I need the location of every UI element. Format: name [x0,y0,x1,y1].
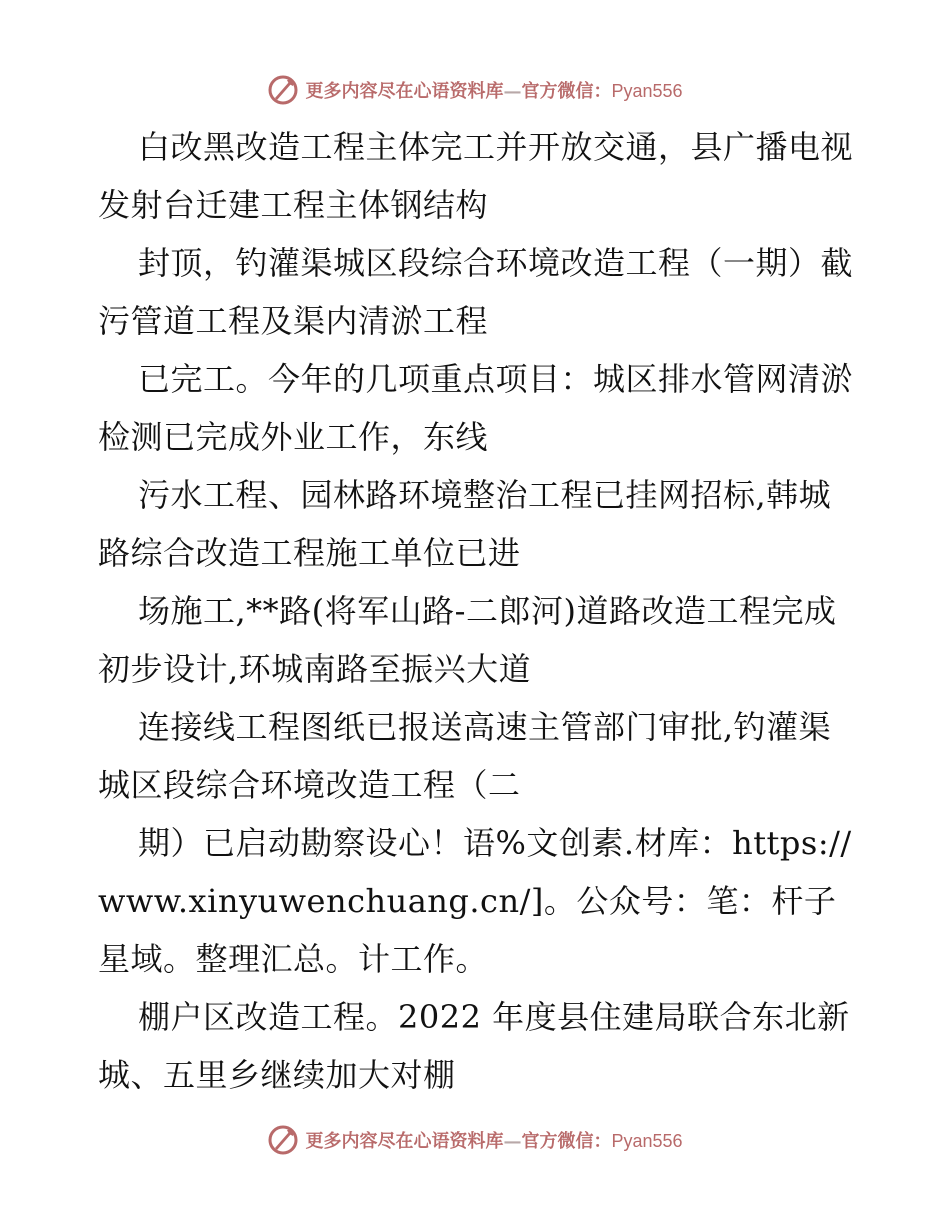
paragraph-4: 污水工程、园林路环境整治工程已挂网招标,韩城路综合改造工程施工单位已进 [98,476,832,572]
paragraph-2: 封顶，钓灌渠城区段综合环境改造工程（一期）截污管道工程及渠内清淤工程 [98,244,854,340]
paragraph-5: 场施工,**路(将军山路-二郎河)道路改造工程完成初步设计,环城南路至振兴大道 [98,592,837,688]
header-watermark [0,70,950,110]
paragraph-1: 白改黑改造工程主体完工并开放交通，县广播电视发射台迁建工程主体钢结构 [98,128,854,224]
paragraph-6: 连接线工程图纸已报送高速主管部门审批,钓灌渠城区段综合环境改造工程（二 [98,708,832,804]
watermark-wechat-label: 官方微信： [521,1131,612,1152]
paragraph-3: 已完工。今年的几项重点项目：城区排水管网清淤检测已完成外业工作，东线 [98,360,854,456]
footer-watermark [0,1120,950,1160]
watermark-wechat-id: Pyan556 [611,81,683,101]
quill-logo-icon [267,74,299,106]
document-body [98,118,858,1104]
paragraph-8: 棚户区改造工程。2022 年度县住建局联合东北新城、五里乡继续加大对棚 [98,998,850,1094]
quill-logo-icon [267,1124,299,1156]
watermark-text [305,77,682,103]
watermark-main: 更多内容尽在心语资料库 [305,81,504,102]
watermark-wechat-id: Pyan556 [611,1131,683,1151]
paragraph-7: 期）已启动勘察设心！语%文创素.材库：https://www.xinyuwenchuang.cn/]。公众号：笔：杆子星域。整理汇总。计工作。 [98,824,852,978]
watermark-text [305,1127,682,1153]
watermark-wechat-label: 官方微信： [521,81,612,102]
watermark-main: 更多内容尽在心语资料库 [305,1131,504,1152]
watermark-separator: — [503,81,522,102]
watermark-separator: — [503,1131,522,1152]
